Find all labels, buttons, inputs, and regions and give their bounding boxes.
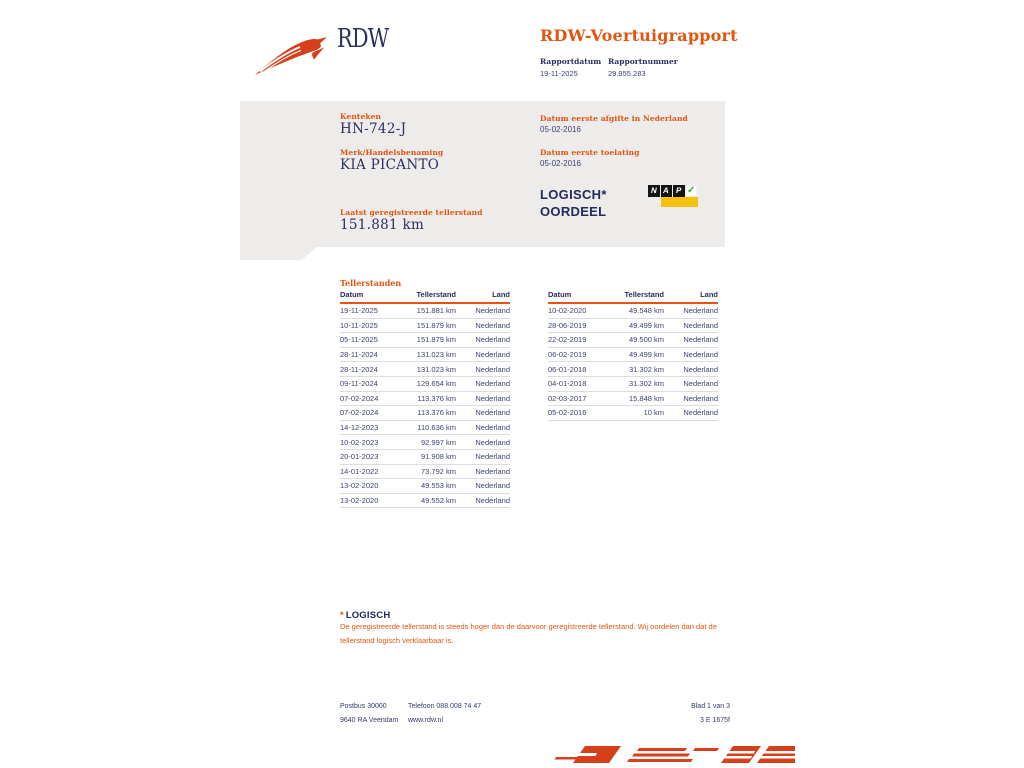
table-row [548,347,718,362]
footer-address-line1: Postbus 30000 [340,703,387,710]
table-cell: 10-02-2023 [340,435,396,450]
table-row [340,479,510,494]
table-cell: Nederland [456,303,510,318]
table-cell: 31.302 km [604,376,664,391]
make-model-value: KIA PICANTO [340,157,440,173]
table-cell: 22-02-2019 [548,333,604,348]
table-cell: Nederland [456,318,510,333]
table-cell: 91.908 km [396,449,456,464]
column-header-land: Land [664,290,718,303]
verdict-line1: LOGISCH* [540,187,607,202]
table-cell: 49.500 km [604,333,664,348]
table-cell: 10-11-2025 [340,318,396,333]
column-header-tellerstand: Tellerstand [604,290,664,303]
table-row [340,376,510,391]
table-cell: 19-11-2025 [340,303,396,318]
table-cell: 49.499 km [604,347,664,362]
table-cell: 04-01-2018 [548,376,604,391]
table-cell: 131.023 km [396,362,456,377]
footer-page-info [691,700,730,728]
table-cell: Nederland [456,435,510,450]
table-cell: 09-11-2024 [340,376,396,391]
table-row [340,362,510,377]
table-cell: Nederland [456,391,510,406]
table-cell: Nederland [664,376,718,391]
table-row [548,362,718,377]
table-header-row [340,290,510,303]
first-issue-nl-value: 05-02-2016 [540,125,581,134]
license-plate-value: HN-742-J [340,121,407,137]
footer-stripes-icon [547,743,795,768]
rdw-feather-logo-icon [253,26,333,78]
table-cell: Nederland [456,493,510,508]
report-number-label: Rapportnummer [608,57,678,66]
table-cell: 73.792 km [396,464,456,479]
table-cell: 129.654 km [396,376,456,391]
nap-letter-a: A [661,185,673,197]
table-cell: 31.302 km [604,362,664,377]
table-cell: Nederland [664,362,718,377]
table-row [340,303,510,318]
table-cell: 20-01-2023 [340,449,396,464]
last-odometer-value: 151.881 km [340,217,425,233]
table-cell: 07-02-2024 [340,406,396,421]
table-cell: Nederland [456,406,510,421]
table-row [340,391,510,406]
table-cell: 15.848 km [604,391,664,406]
table-cell: 151.879 km [396,333,456,348]
footer-page-indicator: Blad 1 van 3 [691,703,730,710]
table-cell: 13-02-2020 [340,493,396,508]
table-cell: 07-02-2024 [340,391,396,406]
table-cell: Nederland [456,449,510,464]
table-cell: Nederland [664,318,718,333]
table-cell: 14-01-2022 [340,464,396,479]
column-header-tellerstand: Tellerstand [396,290,456,303]
report-number-value: 29.955.283 [608,69,646,78]
table-cell: Nederland [456,420,510,435]
footer-address [340,700,398,728]
table-cell: 10 km [604,406,664,421]
license-plate-label: Kenteken [340,112,382,121]
vehicle-summary-panel [240,101,725,247]
table-row [548,391,718,406]
table-row [340,406,510,421]
table-cell: Nederland [456,464,510,479]
table-row [340,333,510,348]
nap-yellow-bar [661,197,698,207]
table-cell: Nederland [664,406,718,421]
table-cell: Nederland [664,303,718,318]
table-row [340,318,510,333]
table-row [340,435,510,450]
footnote-text: De geregistreerde tellerstand is steeds hoger dan de daarvoor geregistreerde tellerstand. Wij oordelen dan dat de tellerstand logisch verklaarbaar is. [340,622,717,645]
table-cell: 06-02-2019 [548,347,604,362]
table-cell: 28-11-2024 [340,347,396,362]
table-cell: 10-02-2020 [548,303,604,318]
footer-address-line2: 9640 RA Veendam [340,717,399,724]
table-row [340,493,510,508]
table-cell: Nederland [456,333,510,348]
table-cell: 113.376 km [396,406,456,421]
table-cell: 06-01-2018 [548,362,604,377]
table-cell: 02-03-2017 [548,391,604,406]
table-cell: 49.552 km [396,493,456,508]
table-cell: 05-02-2016 [548,406,604,421]
table-row [548,333,718,348]
footer-form-code: 3 E 1675f [700,717,730,724]
table-row [340,347,510,362]
odometer-table-title: Tellerstanden [340,278,402,288]
report-date-value: 19-11-2025 [540,69,578,78]
last-odometer-label: Laatst geregistreerde tellerstand [340,208,483,217]
table-cell: Nederland [456,347,510,362]
report-date-label: Rapportdatum [540,57,602,66]
make-model-label: Merk/Handelsbenaming [340,148,444,157]
footer-phone: Telefoon 088 008 74 47 [408,703,482,710]
table-cell: 49.548 km [604,303,664,318]
first-admission-value: 05-02-2016 [540,159,581,168]
table-row [548,318,718,333]
footer-website: www.rdw.nl [408,717,444,724]
table-cell: Nederland [456,376,510,391]
table-cell: 151.879 km [396,318,456,333]
table-cell: Nederland [456,362,510,377]
nap-logo [648,184,698,210]
table-cell: Nederland [456,479,510,494]
footer-contact [408,700,481,728]
nap-letter-p: P [673,185,685,197]
table-row [548,376,718,391]
nap-check-icon: ✓ [687,185,696,196]
footnote-asterisk: * [340,610,344,621]
column-header-land: Land [456,290,510,303]
table-cell: 49.553 km [396,479,456,494]
table-cell: Nederland [664,333,718,348]
table-header-row [548,290,718,303]
table-cell: 05-11-2025 [340,333,396,348]
table-cell: 113.376 km [396,391,456,406]
table-cell: 13-02-2020 [340,479,396,494]
table-cell: 110.636 km [396,420,456,435]
nap-letter-n: N [648,185,660,197]
table-row [340,420,510,435]
odometer-verdict [540,186,607,220]
table-row [548,303,718,318]
odometer-table-right [548,290,718,421]
table-row [340,464,510,479]
rdw-wordmark: RDW [337,24,389,54]
odometer-table-left [340,290,510,508]
table-cell: 92.997 km [396,435,456,450]
table-cell: Nederland [664,391,718,406]
table-row [340,449,510,464]
column-header-datum: Datum [548,290,604,303]
table-cell: Nederland [664,347,718,362]
table-row [548,406,718,421]
table-cell: 151.881 km [396,303,456,318]
verdict-line2: OORDEEL [540,204,607,219]
report-title: RDW-Voertuigrapport [540,26,738,45]
column-header-datum: Datum [340,290,396,303]
table-cell: 28-06-2019 [548,318,604,333]
first-issue-nl-label: Datum eerste afgifte in Nederland [540,114,688,123]
table-cell: 131.023 km [396,347,456,362]
table-cell: 28-11-2024 [340,362,396,377]
table-cell: 14-12-2023 [340,420,396,435]
first-admission-label: Datum eerste toelating [540,148,640,157]
footnote-title: LOGISCH [345,610,391,621]
table-cell: 49.499 km [604,318,664,333]
